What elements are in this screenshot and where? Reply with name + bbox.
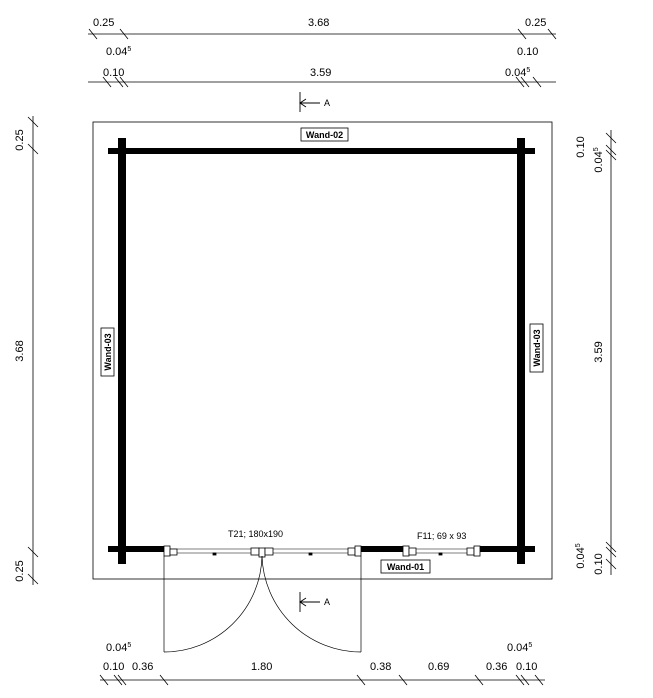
dim-bottom-seg-1: 0.10	[103, 661, 125, 673]
right-dimension-chain	[606, 130, 616, 575]
section-label-top: A	[324, 98, 331, 108]
wall-front-left	[108, 546, 164, 552]
section-label-bottom: A	[324, 597, 331, 607]
dim-bottom-left-offset: 0.04$^5$	[106, 642, 132, 654]
dim-top-left-wall: 0.10	[103, 67, 125, 79]
dim-right-bottom-wall: 0.10	[593, 553, 605, 575]
wall-right	[517, 138, 525, 564]
dim-top-right-offset-2: 0.04$^5$	[505, 67, 531, 79]
dim-bottom-seg-2: 0.36	[132, 661, 154, 673]
section-marker-top	[300, 92, 320, 112]
wall-label-front: Wand-01	[386, 562, 425, 572]
dim-bottom-seg-4: 0.38	[370, 661, 392, 673]
dim-top-inner: 3.59	[310, 67, 332, 79]
dim-top-overall: 3.68	[308, 17, 330, 29]
dim-bottom-seg-3: 1.80	[251, 661, 273, 673]
section-marker-bottom	[300, 592, 320, 612]
wall-front-right	[479, 546, 535, 552]
window-opening	[403, 546, 480, 556]
wall-label-left: Wand-03	[103, 333, 113, 371]
roof-outline	[93, 122, 552, 579]
wall-front-mid	[361, 546, 403, 552]
dim-left-overall: 3.68	[14, 340, 26, 362]
wall-back	[108, 148, 535, 154]
dim-top-left-offset: 0.04$^5$	[106, 46, 132, 58]
wall-label-back: Wand-02	[305, 130, 344, 140]
dim-top-right-overhang: 0.25	[525, 17, 547, 29]
dim-right-top-wall: 0.10	[575, 136, 587, 158]
walls	[108, 138, 535, 564]
wall-left	[118, 138, 126, 564]
dim-bottom-seg-6: 0.36	[486, 661, 508, 673]
door-label: T21; 180x190	[228, 529, 284, 539]
left-dimension-chain	[28, 116, 38, 585]
dim-bottom-seg-7: 0.10	[516, 661, 538, 673]
dim-left-bottom-overhang: 0.25	[14, 560, 26, 582]
dim-bottom-seg-5: 0.69	[428, 661, 450, 673]
bottom-dimension-chain	[100, 675, 545, 685]
door-opening	[164, 546, 361, 557]
dim-top-right-offset: 0.10	[517, 46, 539, 58]
dim-bottom-right-offset: 0.04$^5$	[507, 642, 533, 654]
dim-top-left-overhang: 0.25	[93, 17, 115, 29]
wall-label-right: Wand-03	[532, 329, 542, 367]
door-swing	[164, 556, 361, 652]
dim-left-top-overhang: 0.25	[14, 129, 26, 151]
dim-right-inner: 3.59	[593, 341, 605, 363]
dim-right-bottom-offset: 0.04$^5$	[575, 543, 587, 569]
dim-right-top-offset: 0.04$^5$	[593, 147, 605, 173]
window-label: F11; 69 x 93	[417, 531, 467, 541]
